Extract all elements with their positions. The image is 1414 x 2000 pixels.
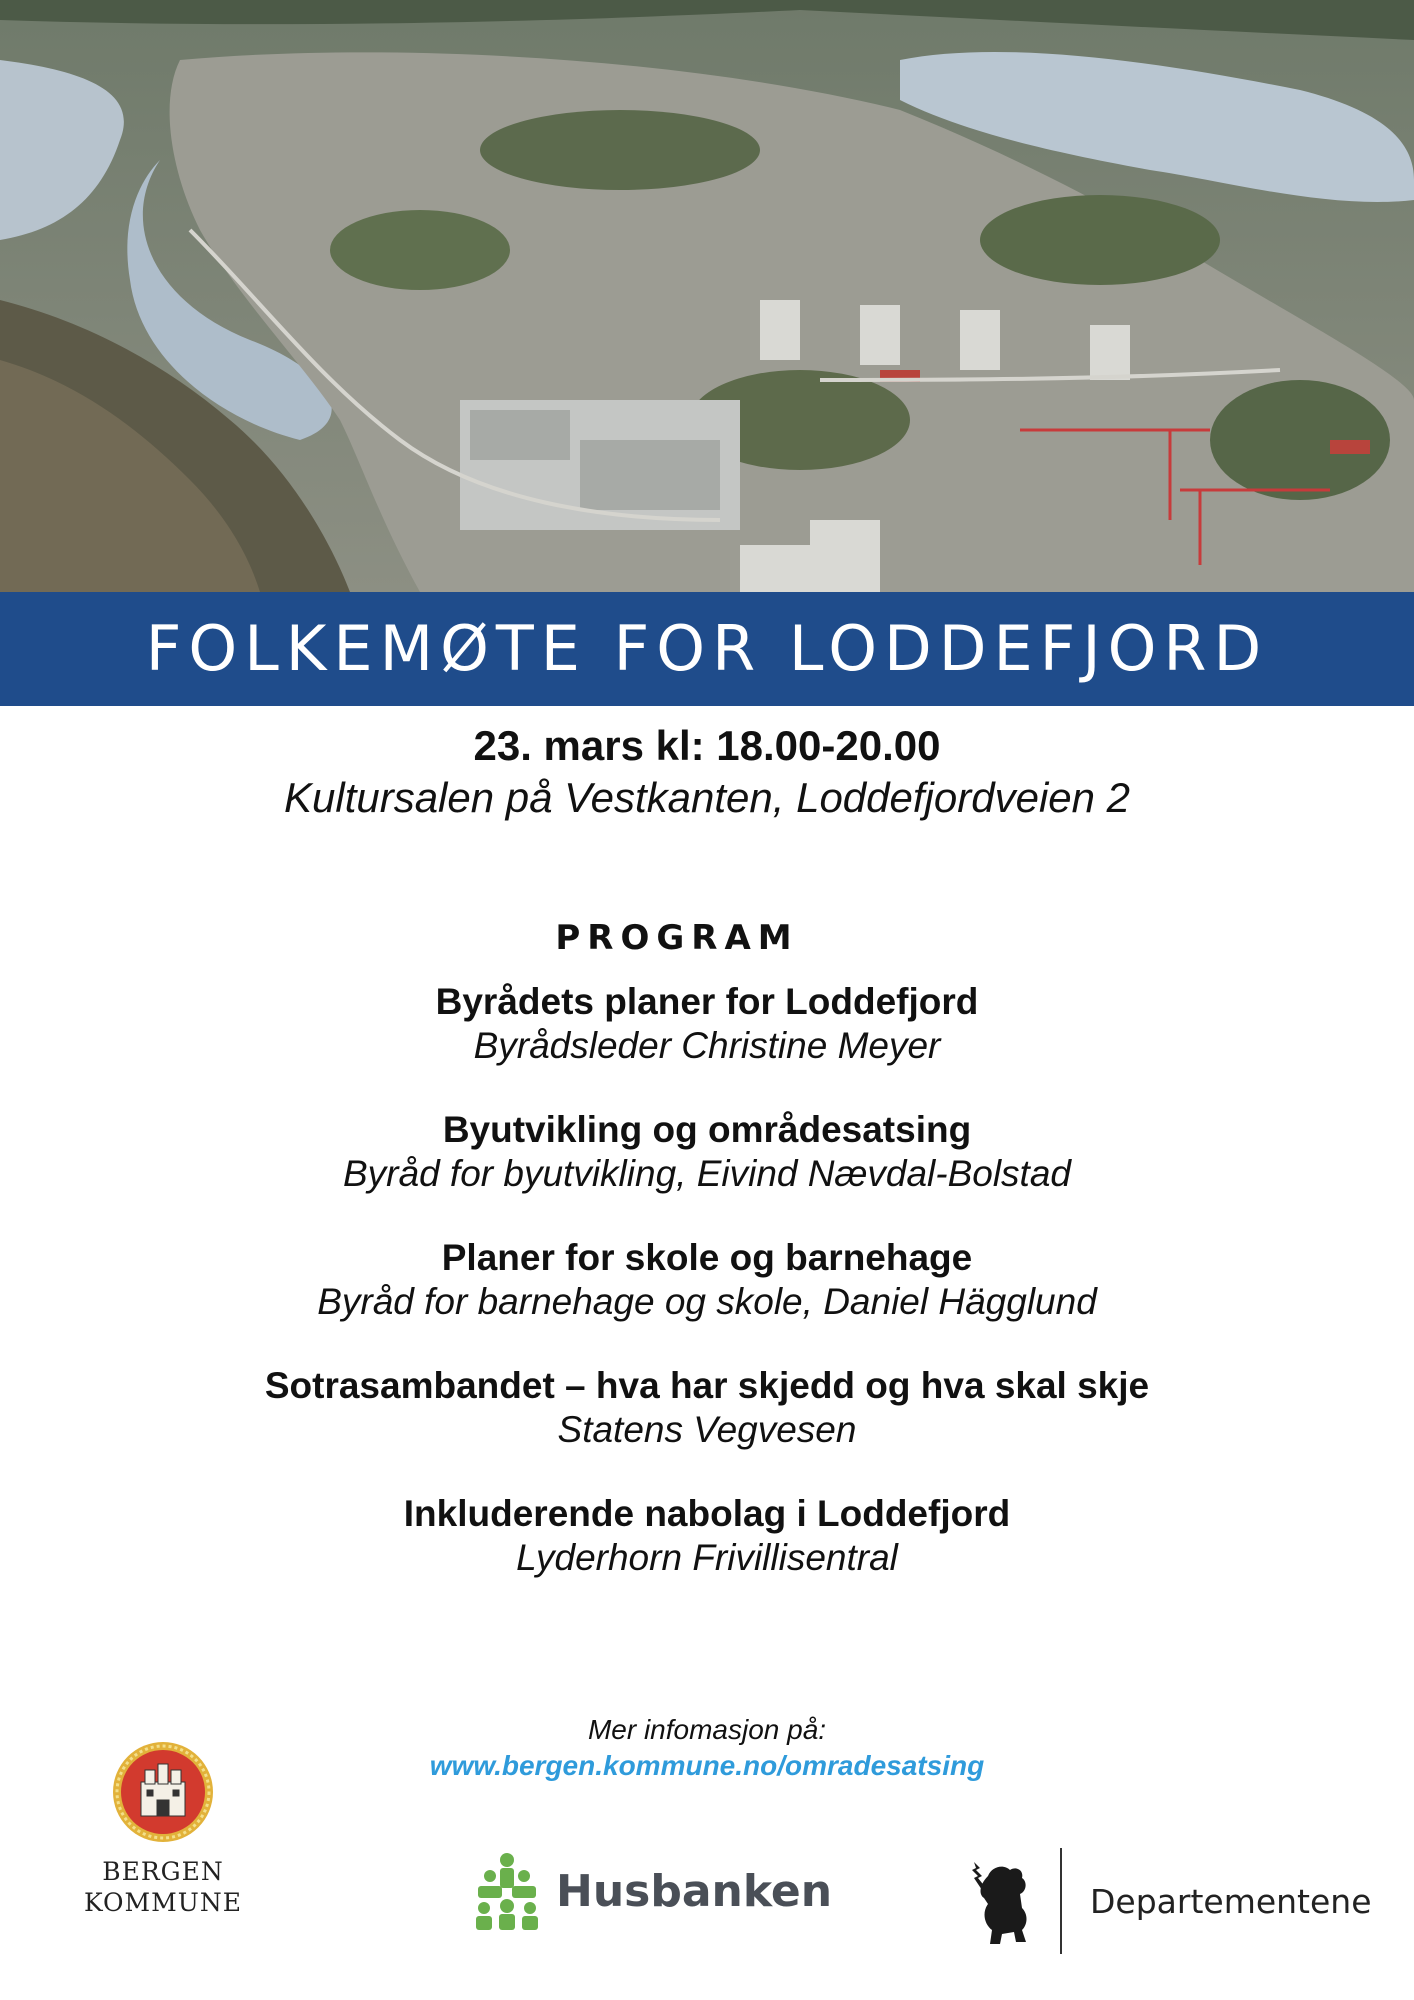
program-item-title: Inkluderende nabolag i Loddefjord [403,1493,1011,1534]
husbanken-logo-text: Husbanken [556,1866,833,1917]
title-banner [0,592,1414,706]
event-date-time: 23. mars kl: 18.00-20.00 [473,722,941,769]
departementene-logo-text: Departementene [1090,1882,1372,1921]
program-item-speaker: Lyderhorn Frivillisentral [516,1537,898,1578]
bergen-kommune-logo [82,1740,244,1918]
program-item [0,1492,1414,1620]
aerial-photo [0,0,1414,592]
program-item [0,980,1414,1108]
more-info-link[interactable]: www.bergen.kommune.no/omradesatsing [429,1750,985,1781]
event-location: Kultursalen på Vestkanten, Loddefjordveien 2 [283,774,1131,821]
norwegian-lion-icon [966,1858,1036,1948]
program-item-speaker: Statens Vegvesen [557,1409,857,1450]
program-heading: PROGRAM [555,918,799,958]
more-info-label: Mer infomasjon på: [587,1714,827,1745]
program-item-title: Sotrasambandet – hva har skjedd og hva skal skje [264,1365,1150,1406]
bergen-logo-line2: KOMMUNE [84,1888,242,1917]
bergen-logo-line1: BERGEN [102,1857,224,1886]
program-item [0,1108,1414,1236]
program-item-speaker: Byrådsleder Christine Meyer [473,1025,941,1066]
program-item-speaker: Byråd for byutvikling, Eivind Nævdal-Bolstad [343,1153,1071,1194]
program-item-title: Byrådets planer for Loddefjord [435,981,979,1022]
logo-divider [1060,1848,1062,1954]
program-item-title: Byutvikling og områdesatsing [442,1109,972,1150]
program-item-speaker: Byråd for barnehage og skole, Daniel Hägglund [317,1281,1097,1322]
husbanken-logo-icon [472,1852,542,1932]
program-item [0,1364,1414,1492]
event-title: FOLKEMØTE FOR LODDEFJORD [145,612,1269,685]
bergen-coat-of-arms-icon [111,1740,215,1844]
program-item [0,1236,1414,1364]
program-list [0,980,1414,1620]
program-item-title: Planer for skole og barnehage [441,1237,973,1278]
